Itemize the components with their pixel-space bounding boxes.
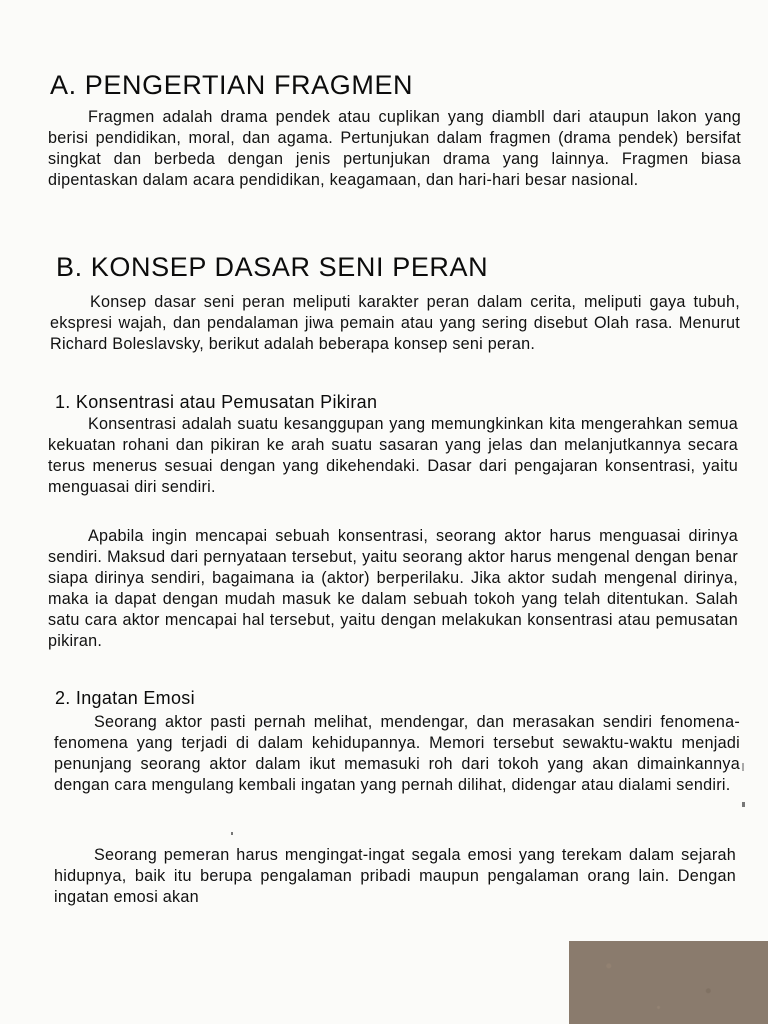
item2-paragraph-2: Seorang pemeran harus mengingat-ingat segala emosi yang terekam dalam sejarah hidupnya, baik itu berupa pengalaman pribadi maupun pengalaman orang lain. Dengan ingatan emosi akan xyxy=(54,846,736,906)
section-a-heading: A. PENGERTIAN FRAGMEN xyxy=(50,70,414,100)
section-a-paragraph: Fragmen adalah drama pendek atau cuplikan yang diambll dari ataupun lakon yang berisi pendidikan, moral, dan agama. Pertunjukan dalam fragmen (drama pendek) bersifat singkat dan berbeda dengan jenis pertunjukan drama yang lainnya. Fragmen biasa dipentaskan dalam acara pendidikan, keagamaan, dan hari-hari besar nasional. xyxy=(48,108,741,189)
background-surface-corner xyxy=(569,941,768,1024)
item2-paragraph-1: Seorang aktor pasti pernah melihat, mendengar, dan merasakan sendiri fenomena-fenomena yang terjadi di dalam kehidupannya. Memori tersebut sewaktu-waktu menjadi penunjang seorang aktor dalam ikut memasuki roh dari tokoh yang akan dimainkannya dengan cara mengulang kembali ingatan yang pernah dilihat, didengar atau dialami sendiri. xyxy=(54,713,740,794)
section-b-intro-paragraph: Konsep dasar seni peran meliputi karakter peran dalam cerita, meliputi gaya tubuh, ekspresi wajah, dan pendalaman jiwa pemain atau yang sering disebut Olah rasa. Menurut Richard Boleslavsky, berikut adalah beberapa konsep seni peran. xyxy=(50,293,740,353)
section-b-heading: B. KONSEP DASAR SENI PERAN xyxy=(56,252,489,282)
scan-speck xyxy=(742,763,744,771)
item1-paragraph-1: Konsentrasi adalah suatu kesanggupan yang memungkinkan kita mengerahkan semua kekuatan rohani dan pikiran ke arah suatu sasaran yang jelas dan melanjutkannya secara terus menerus sesuai dengan yang dikehendaki. Dasar dari pengajaran konsentrasi, yaitu menguasai diri sendiri. xyxy=(48,415,738,496)
item1-paragraph-2: Apabila ingin mencapai sebuah konsentrasi, seorang aktor harus menguasai dirinya sendiri. Maksud dari pernyataan tersebut, yaitu seorang aktor harus mengenal dengan benar siapa dirinya sendiri, bagaimana ia (aktor) berperilaku. Jika aktor sudah mengenal dirinya, maka ia dapat dengan mudah masuk ke dalam sebuah tokoh yang telah ditentukan. Salah satu cara aktor mencapai hal tersebut, yaitu dengan melakukan konsentrasi atau pemusatan pikiran. xyxy=(48,527,738,650)
item2-heading: 2. Ingatan Emosi xyxy=(55,688,195,708)
scan-speck xyxy=(742,802,745,807)
item1-heading: 1. Konsentrasi atau Pemusatan Pikiran xyxy=(55,392,378,412)
scan-speck xyxy=(231,832,233,835)
